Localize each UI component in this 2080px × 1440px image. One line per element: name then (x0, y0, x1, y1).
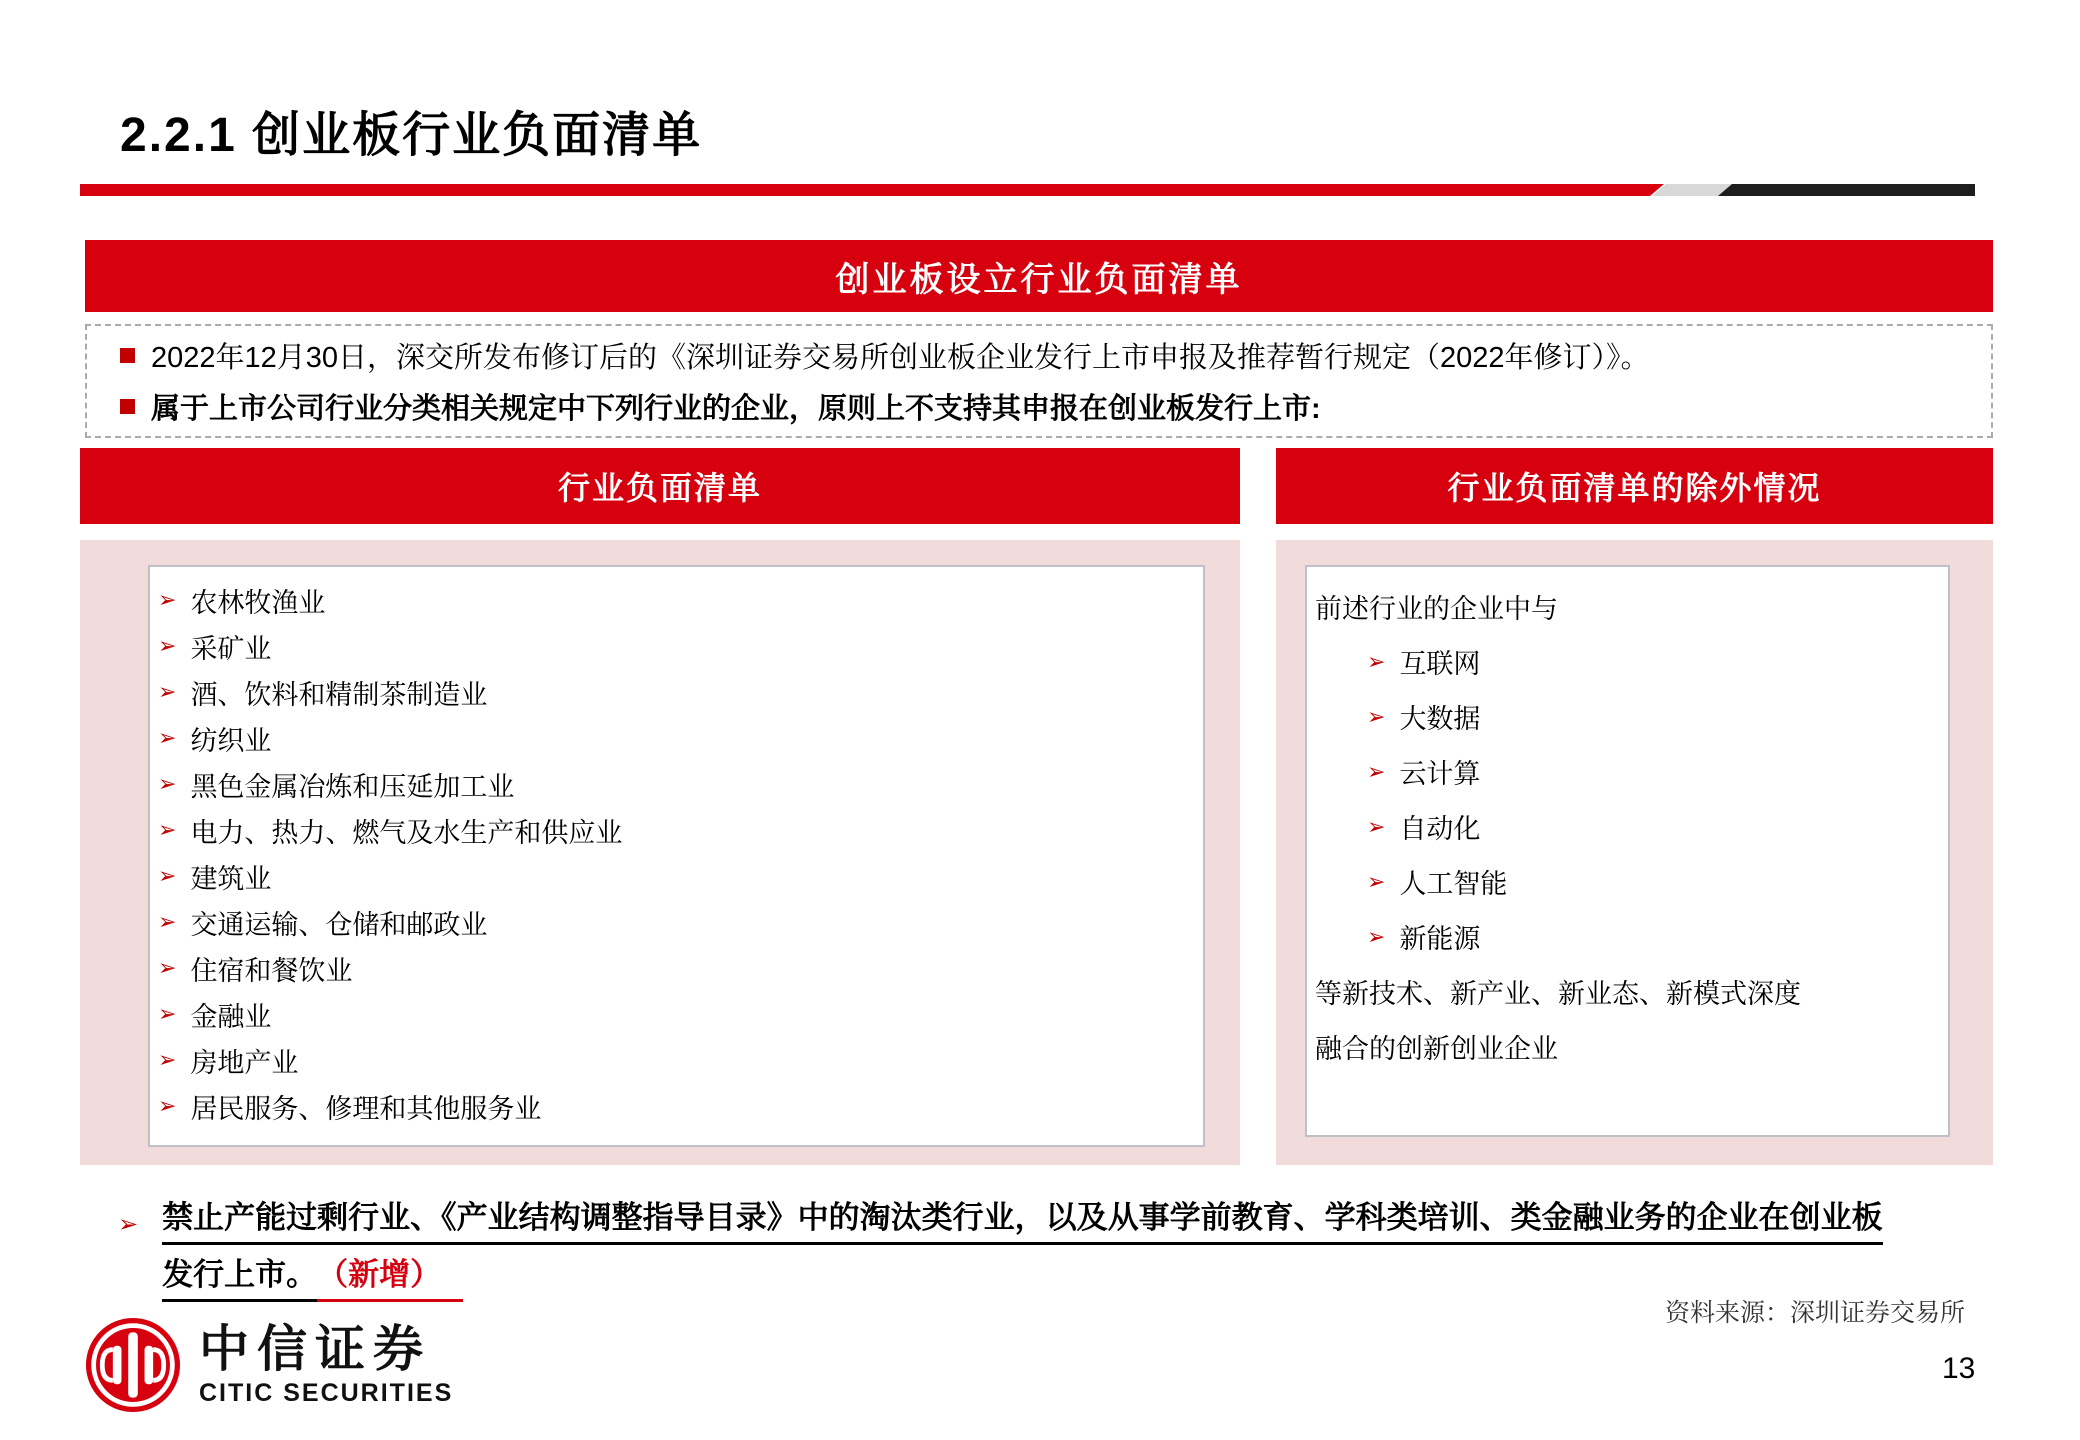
citic-logo-chinese: 中信证券 (199, 1321, 431, 1377)
citic-logo (85, 1317, 453, 1413)
list-item (158, 1037, 1203, 1083)
exception-intro: 前述行业的企业中与 (1315, 594, 1558, 624)
arrow-bullet-icon: ➢ (158, 909, 177, 934)
arrow-bullet-icon: ➢ (1367, 703, 1386, 729)
intro-bullet-2-text: 属于上市公司行业分类相关规定中下列行业的企业，原则上不支持其申报在创业板发行上市: (151, 392, 1321, 425)
list-item-label: 自动化 (1399, 814, 1481, 844)
list-item (158, 991, 1203, 1037)
section-banner (85, 240, 1993, 312)
footnote-line-2 (162, 1259, 1883, 1302)
list-item-label: 居民服务、修理和其他服务业 (190, 1093, 542, 1124)
page-number: 13 (1942, 1352, 1976, 1385)
list-item-label: 酒、饮料和精制茶制造业 (190, 679, 488, 710)
footnote-new-tag: （新增） (317, 1259, 463, 1302)
title-divider (80, 184, 1975, 196)
list-item-label: 新能源 (1399, 924, 1481, 954)
divider-red-segment (80, 184, 1664, 196)
list-item-label: 建筑业 (190, 863, 272, 894)
square-bullet-icon (120, 399, 135, 414)
right-panel-header-text: 行业负面清单的除外情况 (1447, 470, 1822, 506)
list-item (1315, 799, 1948, 854)
list-item-label: 房地产业 (190, 1047, 299, 1078)
arrow-bullet-icon: ➢ (1367, 758, 1386, 784)
arrow-bullet-icon: ➢ (118, 1211, 139, 1238)
footnote-text (162, 1202, 1883, 1316)
list-item (1315, 634, 1948, 689)
list-item (158, 1083, 1203, 1129)
list-item (158, 945, 1203, 991)
left-panel-header (80, 448, 1240, 524)
source-note: 资料来源：深圳证券交易所 (1664, 1299, 1965, 1327)
list-item (1315, 744, 1948, 799)
list-item-label: 采矿业 (190, 633, 272, 664)
right-panel-list-box (1305, 565, 1950, 1137)
arrow-bullet-icon: ➢ (158, 771, 177, 796)
square-bullet-icon (120, 348, 135, 363)
list-item (158, 669, 1203, 715)
arrow-bullet-icon: ➢ (158, 1047, 177, 1072)
section-banner-title: 创业板设立行业负面清单 (835, 260, 1243, 299)
arrow-bullet-icon: ➢ (158, 1093, 177, 1118)
exception-outro-line2: 融合的创新创业企业 (1315, 1034, 1558, 1064)
arrow-bullet-icon: ➢ (158, 1001, 177, 1026)
arrow-bullet-icon: ➢ (158, 863, 177, 888)
list-item-label: 纺织业 (190, 725, 272, 756)
arrow-bullet-icon: ➢ (158, 725, 177, 750)
left-panel-header-text: 行业负面清单 (557, 470, 762, 506)
list-item-label: 金融业 (190, 1001, 272, 1032)
list-item (1315, 854, 1948, 909)
arrow-bullet-icon: ➢ (1367, 868, 1386, 894)
list-item (1315, 909, 1948, 964)
footnote-line-1 (162, 1202, 1883, 1245)
footnote-line-2-text: 发行上市。 (162, 1259, 317, 1302)
citic-logo-english: CITIC SECURITIES (199, 1379, 454, 1407)
arrow-bullet-icon: ➢ (1367, 648, 1386, 674)
left-panel (80, 540, 1240, 1165)
list-item (1315, 689, 1948, 744)
right-panel-header (1276, 448, 1993, 524)
intro-bullet-1-text: 2022年12月30日，深交所发布修订后的《深圳证券交易所创业板企业发行上市申报及推荐暂行规定（2022年修订）》。 (151, 342, 1650, 375)
list-item (158, 761, 1203, 807)
arrow-bullet-icon: ➢ (158, 817, 177, 842)
footnote-line-1-text: 禁止产能过剩行业、《产业结构调整指导目录》中的淘汰类行业，以及从事学前教育、学科类培训、类金融业务的企业在创业板 (162, 1202, 1883, 1245)
divider-dark-segment (1718, 184, 1975, 196)
exception-outro-line1: 等新技术、新产业、新业态、新模式深度 (1315, 979, 1801, 1009)
left-panel-list-box (148, 565, 1205, 1147)
list-item-label: 黑色金属冶炼和压延加工业 (190, 771, 515, 802)
list-item (158, 715, 1203, 761)
citic-logo-text (199, 1322, 453, 1408)
arrow-bullet-icon: ➢ (1367, 813, 1386, 839)
list-item (158, 577, 1203, 623)
intro-bullet-2 (120, 386, 1991, 427)
list-item (158, 623, 1203, 669)
arrow-bullet-icon: ➢ (158, 633, 177, 658)
arrow-bullet-icon: ➢ (158, 955, 177, 980)
negative-industry-list (158, 577, 1203, 1129)
right-panel (1276, 540, 1993, 1165)
arrow-bullet-icon: ➢ (158, 587, 177, 612)
arrow-bullet-icon: ➢ (158, 679, 177, 704)
citic-logo-icon (85, 1317, 181, 1413)
list-item-label: 住宿和餐饮业 (190, 955, 353, 986)
list-item (158, 899, 1203, 945)
list-item-label: 农林牧渔业 (190, 587, 326, 618)
list-item-label: 云计算 (1399, 759, 1481, 789)
footnote (118, 1202, 1883, 1316)
list-item-label: 交通运输、仓储和邮政业 (190, 909, 488, 940)
arrow-bullet-icon: ➢ (1367, 923, 1386, 949)
list-item (158, 807, 1203, 853)
page-title: 2.2.1 创业板行业负面清单 (120, 109, 703, 162)
intro-box (85, 324, 1993, 438)
intro-bullet-1 (120, 335, 1991, 376)
list-item (158, 853, 1203, 899)
list-item-label: 互联网 (1399, 649, 1481, 679)
list-item-label: 电力、热力、燃气及水生产和供应业 (190, 817, 623, 848)
list-item-label: 人工智能 (1399, 869, 1508, 899)
list-item-label: 大数据 (1399, 704, 1481, 734)
